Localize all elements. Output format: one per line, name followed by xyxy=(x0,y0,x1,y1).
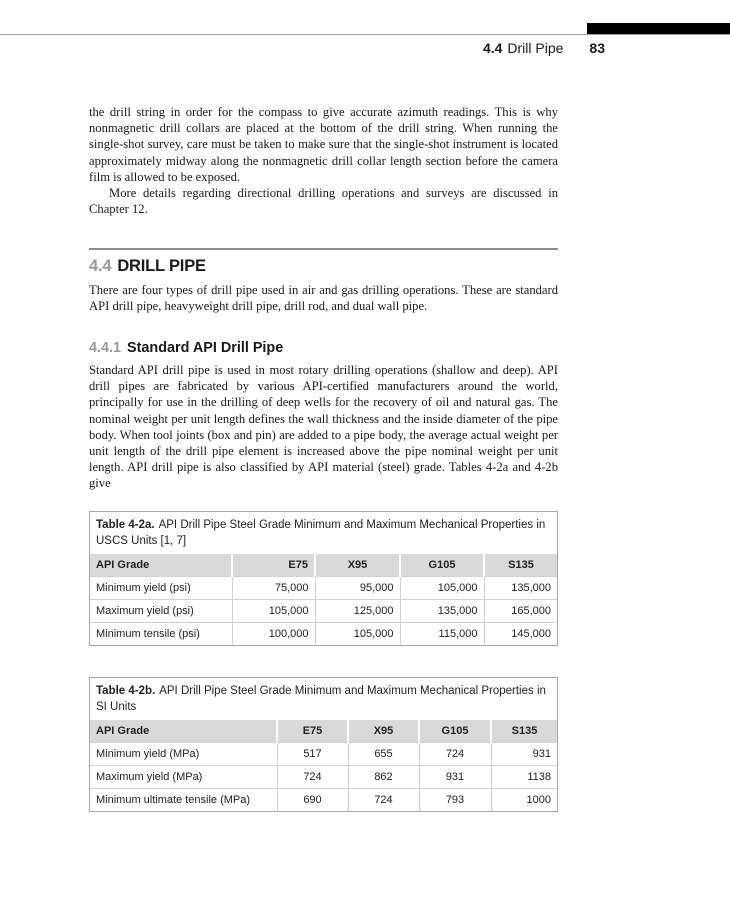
table-cell: 931 xyxy=(491,743,557,766)
row-label: Minimum yield (MPa) xyxy=(90,743,277,766)
paragraph-more-details: More details regarding directional drilling operations and surveys are discussed in Chapter 12. xyxy=(89,186,558,217)
row-label: Maximum yield (psi) xyxy=(90,600,232,623)
column-header: E75 xyxy=(232,554,315,577)
table-cell: 165,000 xyxy=(484,600,557,623)
section-rule xyxy=(89,248,558,250)
running-head-section-title: Drill Pipe xyxy=(507,40,564,56)
table-cell: 517 xyxy=(277,743,348,766)
table-row xyxy=(90,623,557,646)
table-cell: 690 xyxy=(277,789,348,812)
table-cell: 1000 xyxy=(491,789,557,812)
table-row xyxy=(90,789,557,812)
table-caption-text: API Drill Pipe Steel Grade Minimum and Maximum Mechanical Properties in USCS Units [1, 7] xyxy=(96,519,546,547)
section-heading xyxy=(89,257,206,276)
section-number: 4.4 xyxy=(89,257,112,275)
table-cell: 105,000 xyxy=(232,600,315,623)
table-4-2b xyxy=(89,677,558,812)
paragraph-pipe-types: There are four types of drill pipe used in air and gas drilling operations. These are standard API drill pipe, heavyweight drill pipe, drill rod, and dual wall pipe. xyxy=(89,283,558,314)
row-label: Minimum ultimate tensile (MPa) xyxy=(90,789,277,812)
subsection-number: 4.4.1 xyxy=(89,340,122,356)
data-table xyxy=(90,554,557,645)
table-4-2a xyxy=(89,511,558,646)
column-header: S135 xyxy=(484,554,557,577)
subsection-title: Standard API Drill Pipe xyxy=(127,340,284,356)
running-head xyxy=(420,40,605,58)
section-title: DRILL PIPE xyxy=(117,257,206,275)
table-cell: 135,000 xyxy=(484,577,557,600)
table-label: Table 4-2a. xyxy=(96,519,155,531)
table-cell: 724 xyxy=(348,789,419,812)
column-header: G105 xyxy=(400,554,484,577)
table-caption xyxy=(90,678,557,720)
table-row xyxy=(90,766,557,789)
table-header-row xyxy=(90,554,557,577)
paragraph-compass: the drill string in order for the compass to give accurate azimuth readings. This is why nonmagnetic drill collars are placed at the bottom of the drill string. When running the single-shot survey, care must be taken to make sure that the single-shot instrument is located approximately midway along the nonmagnetic drill collar length section before the camera film is allowed to be exposed. xyxy=(89,105,558,184)
table-cell: 1138 xyxy=(491,766,557,789)
running-head-section-number: 4.4 xyxy=(482,40,503,56)
table-cell: 100,000 xyxy=(232,623,315,646)
table-header-row xyxy=(90,720,557,743)
table-cell: 115,000 xyxy=(400,623,484,646)
table-row xyxy=(90,743,557,766)
page-number: 83 xyxy=(589,40,605,56)
column-header: G105 xyxy=(419,720,491,743)
table-caption-text: API Drill Pipe Steel Grade Minimum and Maximum Mechanical Properties in SI Units xyxy=(96,685,546,713)
table-cell: 862 xyxy=(348,766,419,789)
table-cell: 724 xyxy=(277,766,348,789)
table-cell: 655 xyxy=(348,743,419,766)
table-cell: 105,000 xyxy=(400,577,484,600)
row-label: Maximum yield (MPa) xyxy=(90,766,277,789)
column-header: API Grade xyxy=(90,554,232,577)
column-header: E75 xyxy=(277,720,348,743)
column-header: API Grade xyxy=(90,720,277,743)
column-header: X95 xyxy=(348,720,419,743)
table-cell: 125,000 xyxy=(315,600,400,623)
row-label: Minimum tensile (psi) xyxy=(90,623,232,646)
table-row xyxy=(90,577,557,600)
table-cell: 95,000 xyxy=(315,577,400,600)
table-cell: 135,000 xyxy=(400,600,484,623)
table-caption xyxy=(90,512,557,554)
data-table xyxy=(90,720,557,811)
table-cell: 145,000 xyxy=(484,623,557,646)
table-cell: 724 xyxy=(419,743,491,766)
subsection-heading xyxy=(89,340,283,356)
table-cell: 793 xyxy=(419,789,491,812)
row-label: Minimum yield (psi) xyxy=(90,577,232,600)
table-cell: 75,000 xyxy=(232,577,315,600)
paragraph-standard-api: Standard API drill pipe is used in most rotary drilling operations (shallow and deep). API drill pipes are fabricated by various API-certified manufacturers around the world, principally for use in the drilling of deep wells for the recovery of oil and natural gas. The nominal weight per unit length defines the wall thickness and the inside diameter of the pipe body. When tool joints (box and pin) are added to a pipe body, the average actual weight per unit length of the drill pipe element is increased above the pipe nominal weight per unit length. API drill pipe is also classified by API material (steel) grade. Tables 4-2a and 4-2b give xyxy=(89,363,558,491)
column-header: X95 xyxy=(315,554,400,577)
column-header: S135 xyxy=(491,720,557,743)
table-label: Table 4-2b. xyxy=(96,685,156,697)
table-row xyxy=(90,600,557,623)
header-rule xyxy=(0,34,730,35)
table-cell: 105,000 xyxy=(315,623,400,646)
table-cell: 931 xyxy=(419,766,491,789)
